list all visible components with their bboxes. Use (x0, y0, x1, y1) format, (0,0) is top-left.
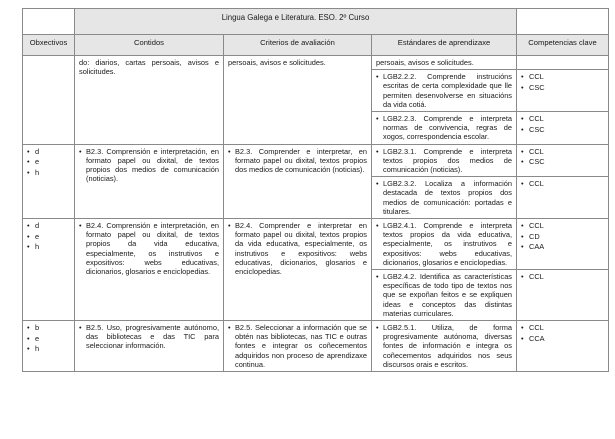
bullet-marker: • (376, 272, 379, 282)
cell-competencias (517, 177, 609, 219)
bullet-marker: • (79, 221, 82, 231)
cell-estandar (372, 112, 517, 145)
competencia-text: CCL (529, 179, 544, 189)
bullet-marker: • (521, 146, 524, 156)
bullet-marker: • (27, 157, 30, 167)
bullet-marker: • (27, 242, 30, 252)
obxectivo-item (27, 334, 70, 345)
bullet-marker: • (376, 72, 379, 82)
competencia-list (521, 323, 604, 344)
curriculum-table-body (23, 9, 609, 372)
competencia-text: CAA (529, 242, 545, 252)
bullet-marker: • (521, 124, 524, 134)
criterio (228, 147, 367, 175)
competencia-item (521, 272, 604, 283)
bullet-marker: • (27, 344, 30, 354)
bullet-marker: • (228, 221, 231, 231)
competencia-item (521, 221, 604, 232)
bullet-marker: • (521, 157, 524, 167)
estandar-text: LGB2.3.1. Comprende e interpreta textos propios dos medios de comunicación (noticias). (383, 146, 512, 175)
estandar-text: LGB2.2.2. Comprende instrucións escritas de certa complexidade que lle permiten desenvolverse en situacións da vida cotiá. (383, 72, 512, 109)
competencia-item (521, 72, 604, 83)
competencia-item (521, 242, 604, 253)
contido-text: do: diarios, cartas persoais, avisos e solicitudes. (79, 58, 219, 77)
table-row (23, 144, 609, 177)
curriculum-table (22, 8, 609, 372)
competencia-list (521, 272, 604, 283)
contido (79, 147, 219, 184)
cell-competencias (517, 70, 609, 112)
competencia-text: CD (529, 231, 540, 241)
cell-competencias (517, 56, 609, 70)
bullet-marker: • (376, 114, 379, 124)
bullet-marker: • (521, 82, 524, 92)
cell-criterios (224, 56, 372, 145)
competencia-list (521, 147, 604, 168)
cell-contidos (75, 219, 224, 321)
estandar (376, 147, 512, 175)
competencia-text: CSC (529, 157, 545, 167)
bullet-marker: • (521, 179, 524, 189)
estandar (376, 179, 512, 216)
criterio-text: B2.4. Comprender e interpretar en formato papel ou dixital, textos propios da vida educativa, especialmente, os instrutivos e expositivos: webs educativas, dicionarios, glosarios e enciclopedias. (235, 221, 367, 277)
obxectivo-text: b (35, 323, 40, 333)
obxectivo-text: d (35, 221, 40, 231)
obxectivo-text: d (35, 146, 40, 156)
contido-text: B2.3. Comprensión e interpretación, en formato papel ou dixital, de textos propios dos medios de comunicación (noticias). (86, 146, 219, 184)
cell-estandar (372, 177, 517, 219)
criterio-text: B2.5. Seleccionar a información que se obtén nas bibliotecas, nas TIC e outras fontes e integrar os coñecementos adquiridos non proceso de aprendizaxe continua. (235, 323, 367, 369)
bullet-marker: • (521, 333, 524, 343)
contido (79, 221, 219, 276)
bullet-marker: • (376, 323, 379, 333)
estandar (376, 221, 512, 267)
contido (79, 323, 219, 351)
bullet-marker: • (521, 242, 524, 252)
obxectivo-text: e (35, 157, 40, 167)
competencia-text: CCA (529, 333, 545, 343)
estandar-text: LGB2.4.1. Comprende e interpreta textos propios da vida educativa, especialmente, os instrutivos e expositivos: webs educativas, dicionarios, glosarios e enciclopedias. (383, 221, 512, 267)
competencia-list (521, 72, 604, 93)
obxectivo-item (27, 157, 70, 168)
competencia-list (521, 114, 604, 135)
bullet-marker: • (521, 72, 524, 82)
cell-criterios (224, 219, 372, 321)
criterio (228, 58, 367, 67)
bullet-marker: • (228, 323, 231, 333)
column-header-obxectivos: Obxectivos (23, 35, 75, 56)
bullet-marker: • (27, 146, 30, 156)
cell-contidos (75, 321, 224, 372)
table-row (23, 321, 609, 372)
competencia-text: CCL (529, 272, 544, 282)
cell-obxectivos (23, 321, 75, 372)
competencia-text: CCL (529, 72, 544, 82)
obxectivo-text: e (35, 231, 40, 241)
cell-criterios (224, 144, 372, 218)
estandar-text: LGB2.2.3. Comprende e interpreta normas de convivencia, regras de xogos, correspondencia escolar. (383, 114, 512, 142)
title-spacer-right (517, 9, 609, 35)
obxectivo-list (27, 221, 70, 253)
cell-obxectivos (23, 56, 75, 145)
column-header-estandares: Estándares de aprendizaxe (372, 35, 517, 56)
obxectivo-item (27, 147, 70, 158)
contido-text: B2.5. Uso, progresivamente autónomo, das bibliotecas e das TIC para seleccionar información. (86, 323, 219, 351)
bullet-marker: • (376, 179, 379, 189)
cell-estandar (372, 219, 517, 270)
cell-competencias (517, 321, 609, 372)
cell-criterios (224, 321, 372, 372)
competencia-item (521, 157, 604, 168)
table-title-row (23, 9, 609, 35)
criterio-text: B2.3. Comprender e interpretar, en formato papel ou dixital, textos propios dos medios de comunicación (noticias). (235, 146, 367, 175)
obxectivo-text: h (35, 344, 40, 354)
column-header-competencias: Competencias clave (517, 35, 609, 56)
estandar (376, 58, 512, 67)
cell-competencias (517, 270, 609, 321)
title-spacer-left (23, 9, 75, 35)
competencia-text: CCL (529, 146, 544, 156)
obxectivo-list (27, 323, 70, 355)
cell-estandar (372, 70, 517, 112)
obxectivo-item (27, 344, 70, 355)
competencia-list (521, 221, 604, 253)
competencia-item (521, 232, 604, 243)
bullet-marker: • (521, 114, 524, 124)
estandar-text: LGB2.3.2. Localiza a información destacada de textos propios dos medios de comunicación: portadas e titulares. (383, 179, 512, 216)
cell-estandar (372, 270, 517, 321)
column-header-contidos: Contidos (75, 35, 224, 56)
cell-obxectivos (23, 144, 75, 218)
competencia-item (521, 334, 604, 345)
obxectivo-item (27, 323, 70, 334)
bullet-marker: • (228, 146, 231, 156)
bullet-marker: • (521, 323, 524, 333)
table-row (23, 56, 609, 70)
competencia-item (521, 114, 604, 125)
bullet-marker: • (79, 323, 82, 333)
cell-contidos (75, 144, 224, 218)
table-title: Lingua Galega e Literatura. ESO. 2º Curso (75, 9, 517, 35)
bullet-marker: • (376, 146, 379, 156)
cell-competencias (517, 144, 609, 177)
criterio (228, 221, 367, 276)
competencia-item (521, 83, 604, 94)
cell-estandar (372, 56, 517, 70)
cell-competencias (517, 219, 609, 270)
bullet-marker: • (521, 272, 524, 282)
obxectivo-text: h (35, 242, 40, 252)
competencia-text: CCL (529, 114, 544, 124)
bullet-marker: • (521, 231, 524, 241)
estandar (376, 323, 512, 369)
obxectivo-text: e (35, 333, 40, 343)
obxectivo-item (27, 232, 70, 243)
cell-estandar (372, 144, 517, 177)
obxectivo-text: h (35, 167, 40, 177)
obxectivo-item (27, 168, 70, 179)
criterio-text: persoais, avisos e solicitudes. (228, 58, 326, 67)
column-header-row (23, 35, 609, 56)
bullet-marker: • (27, 221, 30, 231)
bullet-marker: • (79, 146, 82, 156)
competencia-item (521, 147, 604, 158)
competencia-item (521, 125, 604, 136)
obxectivo-item (27, 242, 70, 253)
estandar (376, 114, 512, 142)
estandar (376, 272, 512, 318)
competencia-text: CCL (529, 221, 544, 231)
contido (79, 58, 219, 76)
cell-obxectivos (23, 219, 75, 321)
table-row (23, 219, 609, 270)
bullet-marker: • (521, 221, 524, 231)
competencia-text: CSC (529, 82, 545, 92)
bullet-marker: • (376, 221, 379, 231)
estandar-text: LGB2.5.1. Utiliza, de forma progresivamente autónoma, diversas fontes de información e integra os coñecementos adquiridos nos seus discursos orais e escritos. (383, 323, 512, 369)
estandar (376, 72, 512, 109)
cell-competencias (517, 112, 609, 145)
cell-contidos (75, 56, 224, 145)
contido-text: B2.4. Comprensión e interpretación, en formato papel ou dixital, de textos propios da vida educativa, especialmente, os instrutivos e expositivos: webs educativas, dicionarios, glosarios e enciclopedias. (86, 221, 219, 277)
cell-estandar (372, 321, 517, 372)
competencia-text: CSC (529, 124, 545, 134)
competencia-item (521, 179, 604, 190)
competencia-text: CCL (529, 323, 544, 333)
bullet-marker: • (27, 333, 30, 343)
criterio (228, 323, 367, 369)
competencia-item (521, 323, 604, 334)
obxectivo-item (27, 221, 70, 232)
bullet-marker: • (27, 231, 30, 241)
estandar-text: persoais, avisos e solicitudes. (376, 58, 474, 67)
obxectivo-list (27, 147, 70, 179)
column-header-criterios: Criterios de avaliación (224, 35, 372, 56)
competencia-list (521, 179, 604, 190)
estandar-text: LGB2.4.2. Identifica as características específicas de todo tipo de textos nos que se expoñan feitos e se expliquen ideas e conceptos das distintas materias curriculares. (383, 272, 512, 318)
bullet-marker: • (27, 167, 30, 177)
bullet-marker: • (27, 323, 30, 333)
